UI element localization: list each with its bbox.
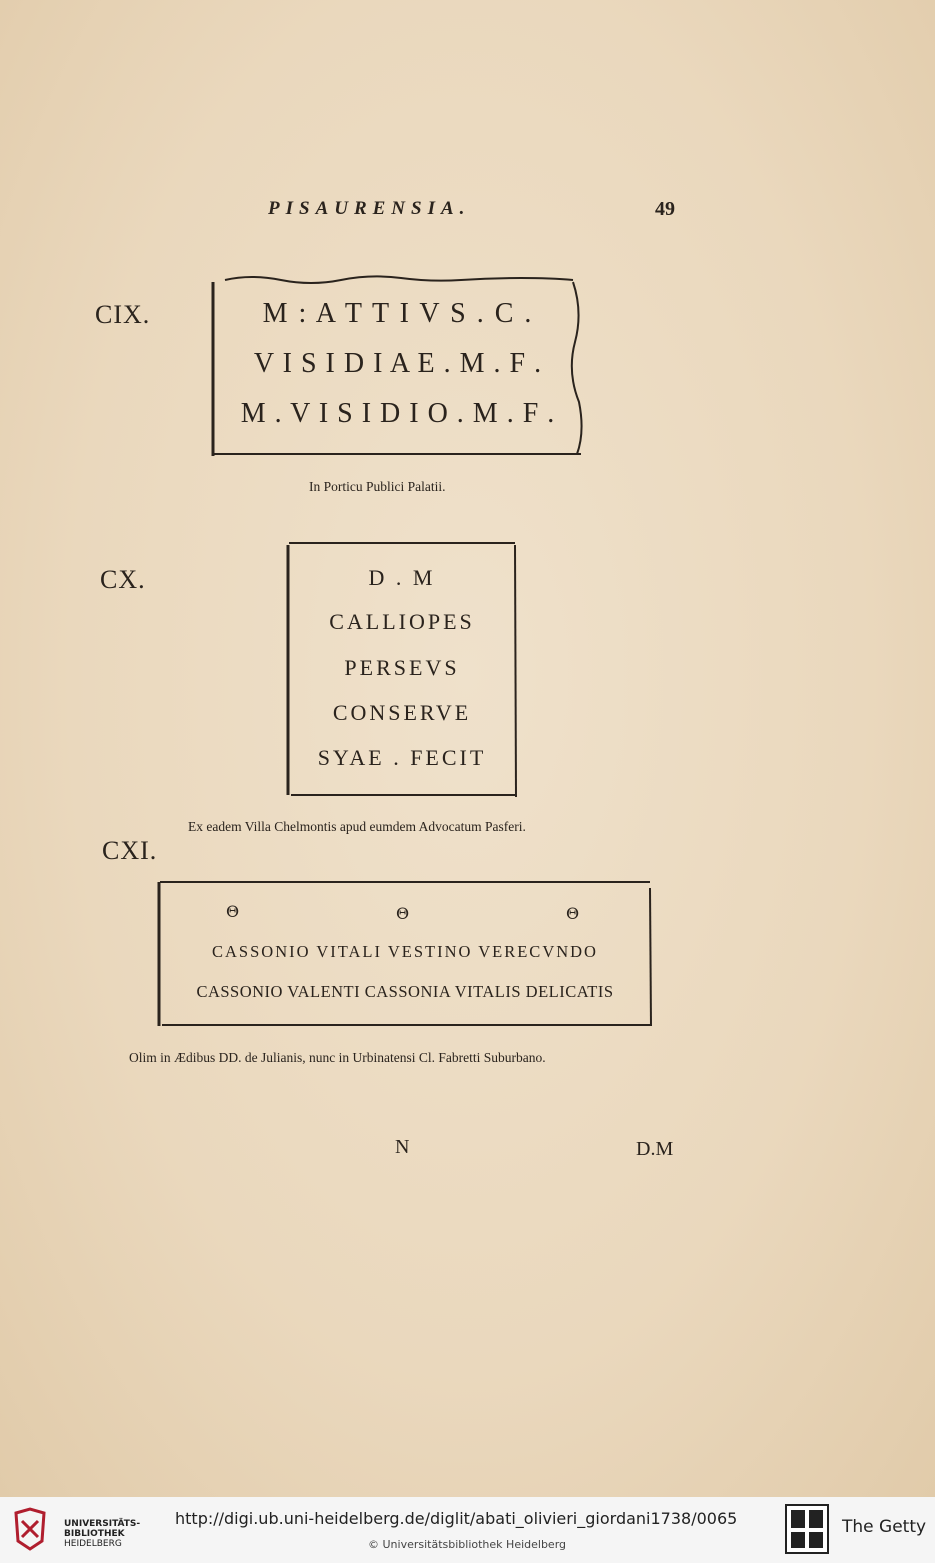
- viewer-footer: [0, 1497, 935, 1563]
- inscription-numeral-cix: CIX.: [95, 300, 151, 329]
- getty-logo-icon[interactable]: [785, 1504, 829, 1554]
- inscription-caption-cix: In Porticu Publici Palatii.: [309, 479, 446, 494]
- inscription-line: SYAE . FECIT: [317, 745, 487, 770]
- inscription-line: CALLIOPES: [329, 609, 475, 634]
- university-seal-icon: [12, 1507, 48, 1551]
- inscription-line: CONSERVE: [332, 700, 472, 725]
- inscription-caption-cx: Ex eadem Villa Chelmontis apud eumdem Advocatum Pasferi.: [188, 819, 526, 834]
- inscription-caption-cxi: Olim in Ædibus DD. de Julianis, nunc in Urbinatensi Cl. Fabretti Suburbano.: [129, 1050, 546, 1065]
- inscription-line: PERSEVS: [344, 655, 460, 680]
- inscription-line: M . V I S I D I O . M . F .: [240, 398, 556, 429]
- inscription-numeral-cxi: CXI.: [102, 836, 158, 865]
- catchword-left: N: [395, 1136, 410, 1158]
- heidelberg-university-logo[interactable]: [12, 1505, 141, 1553]
- library-name-line: BIBLIOTHEK: [64, 1529, 125, 1539]
- page-header: [0, 198, 935, 228]
- inscription-frame-cix: [211, 272, 585, 458]
- catchword-right: D.M: [636, 1138, 674, 1160]
- library-name-line: UNIVERSITÄTS-: [64, 1519, 141, 1529]
- permalink-url[interactable]: http://digi.ub.uni-heidelberg.de/diglit/abati_olivieri_giordani1738/0065: [175, 1509, 738, 1528]
- theta-symbol: Θ: [566, 904, 580, 923]
- theta-symbol: Θ: [396, 904, 410, 923]
- inscription-line: CASSONIO VALENTI CASSONIA VITALIS DELICATIS: [196, 982, 614, 1001]
- inscription-line: CASSONIO VITALI VESTINO VERECVNDO: [212, 942, 598, 961]
- partner-name[interactable]: The Getty: [842, 1517, 927, 1537]
- inscription-frame-cxi: [156, 880, 654, 1030]
- library-name-line: HEIDELBERG: [64, 1539, 122, 1549]
- inscription-numeral-cx: CX.: [100, 565, 146, 594]
- page-number: 49: [655, 198, 675, 220]
- inscription-line: D . M: [368, 565, 436, 590]
- library-name: [64, 1519, 140, 1549]
- copyright-notice: © Universitätsbibliothek Heidelberg: [368, 1538, 567, 1551]
- inscription-frame-cx: [285, 541, 519, 799]
- inscription-line: V I S I D I A E . M . F .: [253, 348, 543, 379]
- inscription-line: M : A T T I V S . C .: [262, 298, 534, 329]
- theta-symbol: Θ: [226, 902, 240, 921]
- running-title: PISAURENSIA.: [268, 198, 471, 219]
